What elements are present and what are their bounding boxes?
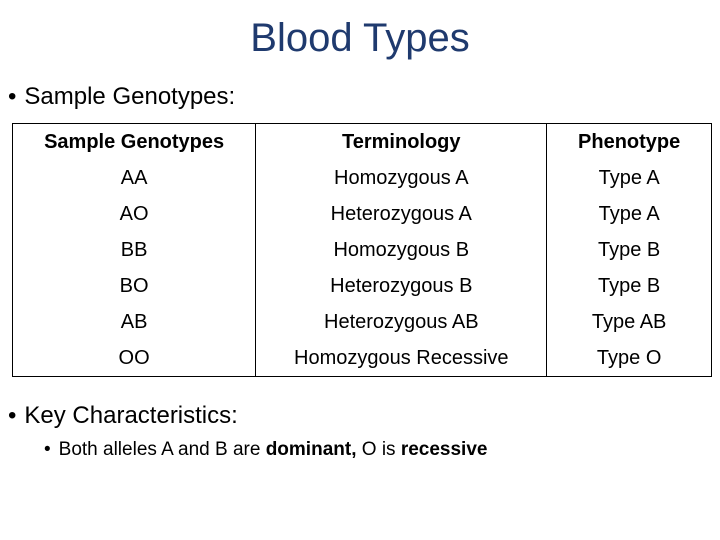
table-row bbox=[13, 232, 712, 268]
phenotype-cell: Type AB bbox=[591, 311, 667, 333]
slide-title: Blood Types bbox=[250, 16, 470, 60]
genotype-cell: BO bbox=[13, 268, 256, 304]
bullet-glyph: • bbox=[8, 402, 17, 429]
terminology-cell: Heterozygous A bbox=[256, 196, 547, 232]
genotype-table bbox=[12, 123, 712, 377]
bullet-text: Sample Genotypes: bbox=[24, 83, 236, 110]
bullet-text: Key Characteristics: bbox=[24, 402, 238, 429]
recessive-text: recessive bbox=[400, 439, 488, 460]
genotype-cell: AB bbox=[13, 304, 256, 340]
bullet-glyph: • bbox=[8, 83, 17, 110]
phenotype-cell: Type A bbox=[598, 167, 660, 189]
terminology-cell: Homozygous A bbox=[256, 160, 547, 196]
table-row bbox=[13, 268, 712, 304]
terminology-cell: Heterozygous AB bbox=[256, 304, 547, 340]
sub-bullet-middle: O is bbox=[356, 439, 401, 460]
genotype-cell: BB bbox=[13, 232, 256, 268]
header-terminology: Terminology bbox=[256, 124, 547, 161]
header-sample-genotypes: Sample Genotypes bbox=[13, 124, 256, 161]
sub-bullet-prefix: Both alleles A and B are bbox=[58, 439, 266, 460]
table-row bbox=[13, 340, 712, 377]
sub-bullet-alleles bbox=[44, 436, 487, 464]
table-row bbox=[13, 304, 712, 340]
genotype-cell: OO bbox=[13, 340, 256, 377]
table-row bbox=[13, 196, 712, 232]
bullet-glyph: • bbox=[44, 439, 51, 460]
phenotype-cell: Type B bbox=[598, 239, 661, 261]
phenotype-cell: Type O bbox=[596, 347, 662, 369]
table-header-row bbox=[13, 124, 712, 161]
terminology-cell: Heterozygous B bbox=[256, 268, 547, 304]
bullet-key-characteristics bbox=[8, 401, 238, 431]
terminology-cell: Homozygous Recessive bbox=[256, 340, 547, 377]
table-row bbox=[13, 160, 712, 196]
terminology-cell: Homozygous B bbox=[256, 232, 547, 268]
phenotype-cell: Type B bbox=[598, 275, 661, 297]
header-phenotype: Phenotype bbox=[578, 131, 681, 153]
bullet-sample-genotypes bbox=[8, 82, 235, 112]
phenotype-cell: Type A bbox=[598, 203, 660, 225]
dominant-text: dominant, bbox=[265, 439, 357, 460]
genotype-cell: AO bbox=[13, 196, 256, 232]
genotype-cell: AA bbox=[13, 160, 256, 196]
